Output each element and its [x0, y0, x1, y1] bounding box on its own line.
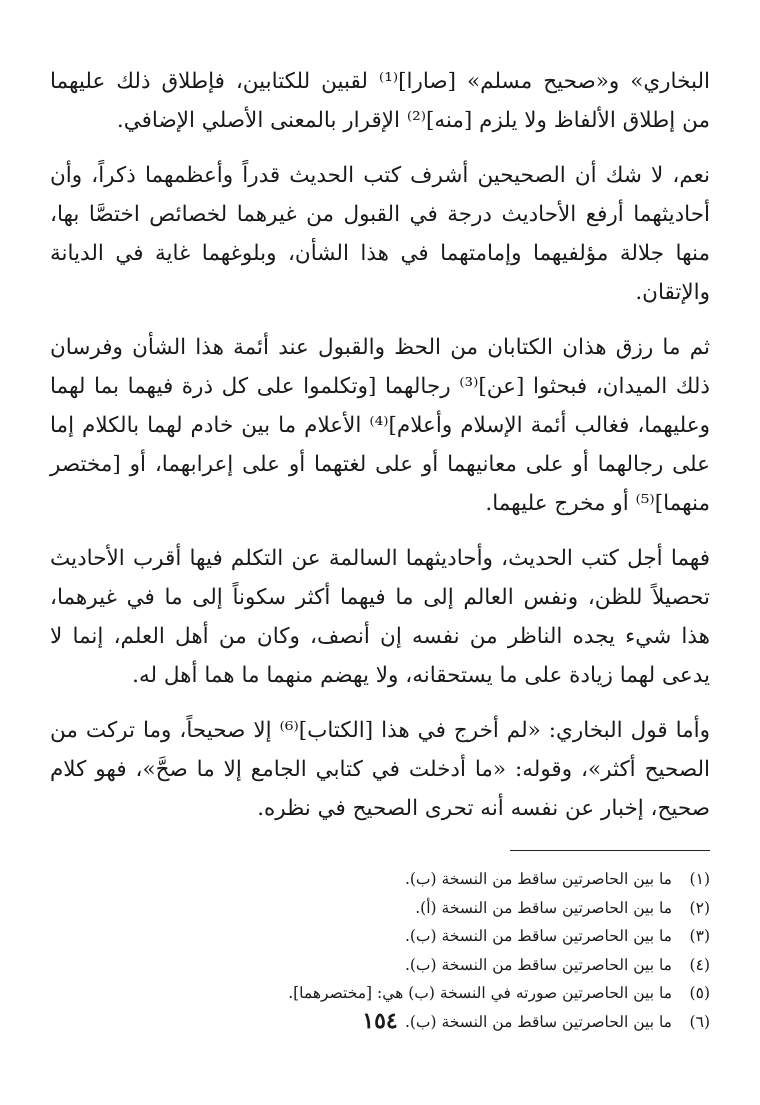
- footnote-separator: [510, 850, 710, 851]
- footnote-text: ما بين الحاصرتين ساقط من النسخة (ب).: [404, 927, 672, 945]
- footnote-item: [50, 979, 710, 1008]
- paragraph-3: ثم ما رزق هذان الكتابان من الحظ والقبول عند أئمة هذا الشأن وفرسان ذلك الميدان، فبحثوا [عن]⁽³⁾ رجالهما [وتكلموا على كل ذرة فيهما بما لهما وعليهما، فغالب أئمة الإسلام وأعلام]⁽⁴⁾ الأعلام ما بين خادم لهما بالكلام إما على رجالهما أو على معانيهما أو على لغتهما أو على إعرابهما، أو [مختصر منهما]⁽⁵⁾ أو مخرج عليهما.: [50, 335, 710, 516]
- paragraph-4: فهما أجل كتب الحديث، وأحاديثهما السالمة عن التكلم فيها أقرب الأحاديث تحصيلاً للظن، ونفس العالم إلى ما فيهما أكثر سكوناً إلى ما في غيرهما، هذا شيء يجده الناظر من نفسه إن أنصف، وكان من أهل العلم، إنما لا يدعى لهما زيادة على ما يستحقانه، ولا يهضم منهما ما هما أهل له.: [50, 546, 710, 688]
- footnote-item: [50, 894, 710, 923]
- footnote-number: (٣): [689, 927, 710, 945]
- main-text: [50, 62, 710, 828]
- footnote-number: (٢): [689, 898, 710, 917]
- paragraph-2: نعم، لا شك أن الصحيحين أشرف كتب الحديث قدراً وأعظمهما ذكراً، وأن أحاديثهما أرفع الأحاديث درجة في القبول من غيرهما لخصائص اختصَّا بها، منها جلالة مؤلفيهما وإمامتهما في هذا الشأن، وبلوغهما غاية في الديانة والإتقان.: [50, 163, 710, 305]
- footnote-number: (٦): [689, 1012, 710, 1031]
- footnote-text: ما بين الحاصرتين ساقط من النسخة (أ).: [415, 898, 672, 917]
- paragraph-5: وأما قول البخاري: «لم أخرج في هذا [الكتاب]⁽⁶⁾ إلا صحيحاً، وما تركت من الصحيح أكثر»، وقوله: «ما أدخلت في كتابي الجامع إلا ما صحَّ»، فهو كلام صحيح، إخبار عن نفسه أنه تحرى الصحيح في نظره.: [50, 718, 710, 821]
- page-number: ١٥٤: [362, 1008, 398, 1034]
- footnote-text: ما بين الحاصرتين ساقط من النسخة (ب).: [404, 1012, 672, 1031]
- footnote-item: [50, 922, 710, 951]
- footnote-item: [50, 865, 710, 894]
- footnote-text: ما بين الحاصرتين ساقط من النسخة (ب).: [404, 955, 672, 974]
- footnote-text: ما بين الحاصرتين صورته في النسخة (ب) هي: [مختصرهما].: [288, 984, 672, 1002]
- footnote-number: (٤): [689, 955, 710, 974]
- footnote-number: (٥): [689, 984, 710, 1002]
- footnote-text: ما بين الحاصرتين ساقط من النسخة (ب).: [404, 870, 672, 888]
- paragraph-1: البخاري» و«صحيح مسلم» [صارا]⁽¹⁾ لقبين للكتابين، فإطلاق ذلك عليهما من إطلاق الألفاظ ولا يلزم [منه]⁽²⁾ الإقرار بالمعنى الأصلي الإضافي.: [50, 69, 711, 133]
- footnote-item: [50, 951, 710, 980]
- footnote-number: (١): [689, 870, 710, 888]
